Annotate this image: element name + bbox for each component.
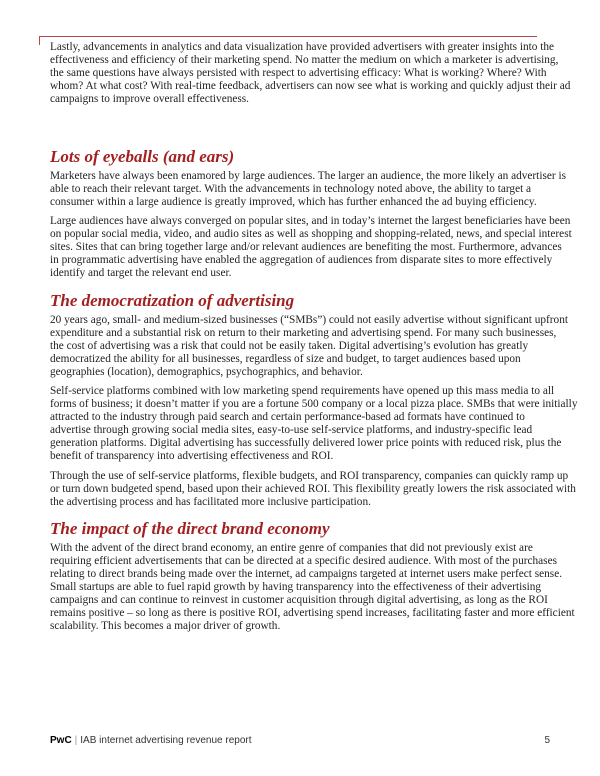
paragraph bbox=[50, 470, 576, 509]
text-line: effectiveness and efficiency of their marketing spend. No matter the medium on which a marketer is advertising, bbox=[50, 54, 559, 66]
text-line: requiring efficient advertisements that can be directed at a specific desired audience. With most of the purchases bbox=[50, 555, 557, 567]
text-line: With the advent of the direct brand economy, an entire genre of companies that did not previously exist are bbox=[50, 542, 533, 554]
text-line: campaigns to improve overall effectiveness. bbox=[50, 93, 249, 105]
section-heading: The democratization of advertising bbox=[50, 291, 295, 310]
paragraph bbox=[50, 542, 575, 633]
paragraph bbox=[50, 170, 566, 209]
text-line: democratized the ability for all businesses, regardless of size and budget, to target audiences based upon bbox=[50, 353, 521, 365]
text-line: whom? At what cost? With real-time feedback, advertisers can now see what is working and quickly adjust their ad bbox=[50, 80, 571, 92]
text-line: benefit of transparency into advertising effectiveness and ROI. bbox=[50, 450, 334, 462]
text-line: able to reach their relevant target. With the advancements in technology noted above, the ability to target a bbox=[50, 183, 532, 195]
text-line: on popular social media, video, and audio sites as well as shopping and shopping-related, news, and special interest bbox=[50, 228, 572, 240]
section-heading: The impact of the direct brand economy bbox=[50, 519, 330, 538]
text-line: identify and target the relevant end user. bbox=[50, 267, 232, 279]
text-line: Self-service platforms combined with low marketing spend requirements have opened up this mass media to all bbox=[50, 385, 555, 397]
section-heading: Lots of eyeballs (and ears) bbox=[50, 147, 235, 166]
text-line: Lastly, advancements in analytics and data visualization have provided advertisers with greater insights into the bbox=[50, 41, 555, 53]
text-line: attracted to the industry through paid search and certain performance-based ad formats have continued to bbox=[50, 411, 525, 423]
text-line: forms of business; it doesn’t matter if you are a fortune 500 company or a local pizza place. SMBs that were initially bbox=[50, 398, 578, 410]
text-line: scalability. This becomes a major driver of growth. bbox=[50, 620, 281, 632]
text-line: campaigns and can continue to reinvest in customer acquisition through digital advertising, as long as the ROI bbox=[50, 594, 548, 606]
text-line: remains positive – so long as there is positive ROI, advertising spend increases, facilitating faster and more efficient bbox=[50, 607, 575, 619]
text-line: consumer within a large audience is greatly improved, which has further enhanced the ad buying efficiency. bbox=[50, 196, 537, 208]
text-line: Small startups are able to fuel rapid growth by having transparency into the effectiveness of their advertising bbox=[50, 581, 542, 593]
text-line: 20 years ago, small- and medium-sized businesses (“SMBs”) could not easily advertise without significant upfront bbox=[50, 314, 568, 326]
text-line: Through the use of self-service platforms, flexible budgets, and ROI transparency, companies can quickly ramp up bbox=[50, 470, 569, 482]
text-line: Marketers have always been enamored by large audiences. The larger an audience, the more likely an advertiser is bbox=[50, 170, 566, 182]
paragraph bbox=[50, 41, 570, 106]
footer-title: IAB internet advertising revenue report bbox=[80, 735, 252, 746]
text-line: expenditure and a substantial risk on return to their marketing and advertising spend. For many such businesses, bbox=[50, 327, 557, 339]
text-line: the advertising process and has facilitated more inclusive participation. bbox=[50, 496, 371, 508]
text-line: in programmatic advertising have enabled the aggregation of audiences from disparate sites to more effectively bbox=[50, 254, 553, 266]
text-line: Large audiences have always converged on popular sites, and in today’s internet the largest beneficiaries have been bbox=[50, 215, 571, 227]
text-line: geographies (location), demographics, psychographics, and behavior. bbox=[50, 366, 363, 378]
page-number: 5 bbox=[544, 735, 550, 746]
footer-separator: | bbox=[74, 735, 78, 746]
text-line: generation platforms. Digital advertising has successfully delivered lower price points with reduced risk, plus the bbox=[50, 437, 562, 449]
paragraph bbox=[50, 215, 572, 280]
header-rule bbox=[39, 36, 537, 37]
text-line: relating to direct brands being made over the internet, ad campaigns targeted at internet users make perfect sense. bbox=[50, 568, 563, 580]
paragraph bbox=[50, 385, 577, 463]
text-line: the cost of advertising was a risk that could not be easily taken. Digital advertising’s evolution has greatly bbox=[50, 340, 529, 352]
text-line: sites. Sites that can bring together large and/or relevant audiences are benefiting the most. Furthermore, advances bbox=[50, 241, 562, 253]
footer-brand: PwC bbox=[50, 735, 72, 746]
text-line: or turn down budgeted spend, based upon their achieved ROI. This flexibility greatly lowers the risk associated with bbox=[50, 483, 576, 495]
paragraph bbox=[50, 314, 568, 379]
text-line: the same questions have always persisted with respect to advertising efficacy: What is working? Where? With bbox=[50, 67, 547, 79]
footer bbox=[50, 735, 550, 746]
text-line: advertise through growing social media sites, easy-to-use self-service platforms, and industry-specific lead bbox=[50, 424, 533, 436]
header-rule-tick bbox=[39, 36, 40, 45]
